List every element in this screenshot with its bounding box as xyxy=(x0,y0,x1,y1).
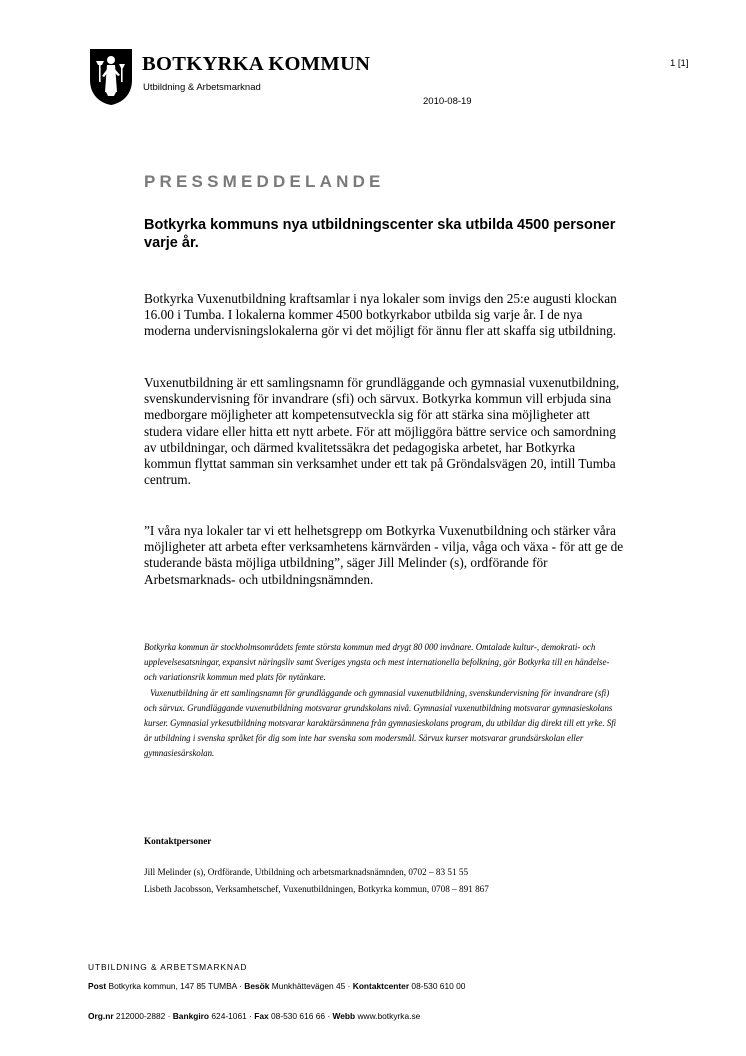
footer-post-label: Post xyxy=(88,981,107,991)
botkyrka-coat-of-arms-logo xyxy=(89,48,133,106)
footer-post-value: Botkyrka kommun, 147 85 TUMBA xyxy=(108,981,237,991)
footer-web-label: Webb xyxy=(332,1011,356,1021)
org-department: Utbildning & Arbetsmarknad xyxy=(143,82,261,93)
footer-bankgiro-value: 624-1061 xyxy=(211,1011,247,1021)
footer-separator: · xyxy=(236,981,245,991)
footer-separator: · xyxy=(246,1011,255,1021)
contact-person: Lisbeth Jacobsson, Verksamhetschef, Vuxenutbildningen, Botkyrka kommun, 0708 – 891 867 xyxy=(144,884,489,894)
body-paragraph: ”I våra nya lokaler tar vi ett helhetsgrepp om Botkyrka Vuxenutbildning och stärker våra möjligheter att arbeta efter verksamhetens kärnvärden - vilja, våga och växa - för att ge de studerande bästa möjliga utbildning”, säger Jill Melinder (s), ordförande för Arbetsmarknads- och utbildningsnämnden. xyxy=(144,523,624,587)
footer-separator: · xyxy=(165,1011,173,1021)
org-name: BOTKYRKA KOMMUN xyxy=(142,53,371,75)
footer-bankgiro-label: Bankgiro xyxy=(172,1011,210,1021)
press-headline: Botkyrka kommuns nya utbildningscenter ska utbilda 4500 personer varje år. xyxy=(144,217,616,251)
footer-web-link[interactable]: www.botkyrka.se xyxy=(357,1011,421,1021)
about-section xyxy=(144,640,624,762)
footer-orgnr-label: Org.nr xyxy=(88,1011,114,1021)
about-adult-education: Vuxenutbildning är ett samlingsnamn för grundläggande och gymnasial vuxenutbildning, svenskundervisning för invandrare (sfi) och särvux. Grundläggande vuxenutbildning motsvarar grundskolans nivå. Gymnasial vuxenutbildning motsvarar gymnasieskolans kurser. Gymnasial yrkesutbildning motsvarar karaktärsämnena från gymnasieskolans program, du utbildar dig direkt till ett yrke. Sfi är utbildning i svenska språket för dig som inte har svenska som modersmål. Särvux kurser motsvarar grundsärskolan eller gymnasiesärskolan. xyxy=(144,687,617,759)
footer-department: UTBILDNING & ARBETSMARKNAD xyxy=(88,962,248,972)
document-date: 2010-08-19 xyxy=(423,96,472,107)
about-municipality: Botkyrka kommun är stockholmsområdets femte största kommun med drygt 80 000 invånare. Omtalade kultur-, demokrati- och upplevelsesatsningar, expansivt näringsliv samt Sveriges yngsta och mest internationella befolkning, gör Botkyrka till en händelse- och variationsrik kommun med plats för nytänkare. xyxy=(144,642,610,683)
body-paragraph: Botkyrka Vuxenutbildning kraftsamlar i nya lokaler som invigs den 25:e augusti klockan 16.00 i Tumba. I lokalerna kommer 4500 botkyrkabor utbilda sig varje år. I de nya moderna undervisningslokalerna gör vi det möjligt för ännu fler att skaffa sig utbildning. xyxy=(144,291,617,339)
body-paragraph: Vuxenutbildning är ett samlingsnamn för grundläggande och gymnasial vuxenutbildning, svenskundervisning för invandrare (sfi) och särvux. Botkyrka kommun vill erbjuda sina medborgare möjligheter att kompetensutveckla sig för att stärka sina möjligheter att studera vidare eller hitta ett nytt arbete. För att möjliggöra bättre service och samordning av utbildningar, och därmed kvalitetssäkra det pedagogiska arbetet, har Botkyrka kommun flyttat samman sin verksamhet under ett tak på Gröndalsvägen 20, intill Tumba centrum. xyxy=(144,375,620,488)
document-type-heading: PRESSMEDDELANDE xyxy=(144,172,385,191)
contacts-heading: Kontaktpersoner xyxy=(144,836,212,846)
footer-contact-value: 08-530 610 00 xyxy=(411,981,466,991)
contact-person: Jill Melinder (s), Ordförande, Utbildning och arbetsmarknadsnämnden, 0702 – 83 51 55 xyxy=(144,867,469,877)
footer-fax-value: 08-530 616 66 xyxy=(271,1011,326,1021)
footer-registration-line xyxy=(88,1011,420,1021)
page-number: 1 [1] xyxy=(670,58,689,69)
footer-visit-label: Besök xyxy=(244,981,270,991)
footer-fax-label: Fax xyxy=(254,1011,269,1021)
footer-address-line xyxy=(88,981,465,991)
footer-contact-label: Kontaktcenter xyxy=(352,981,410,991)
footer-orgnr-value: 212000-2882 xyxy=(115,1011,166,1021)
footer-separator: · xyxy=(325,1011,333,1021)
footer-separator: · xyxy=(345,981,353,991)
footer-visit-value: Munkhättevägen 45 xyxy=(271,981,346,991)
